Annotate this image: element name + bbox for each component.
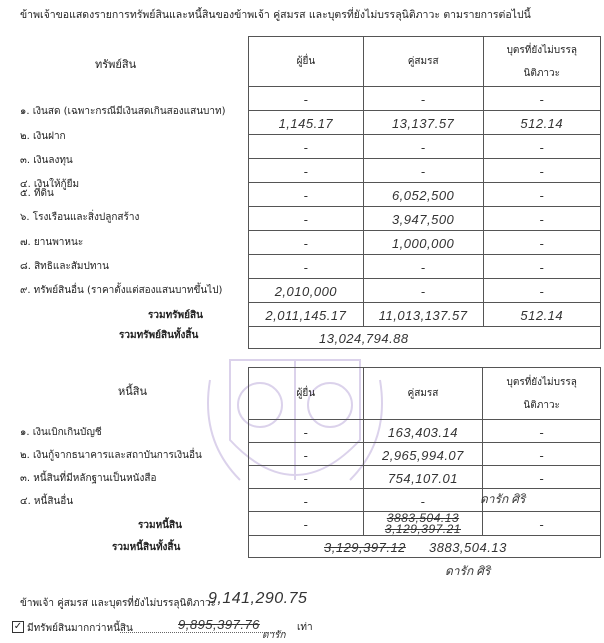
liability-label: ๓. หนี้สินที่มีหลักฐานเป็นหนังสือ [20, 473, 157, 484]
asset-label: ๑. เงินสด (เฉพาะกรณีมีเงินสดเกินสองแสนบาท) [20, 106, 226, 117]
dotted-line [120, 632, 285, 633]
cell-child [483, 420, 601, 443]
value-filer: - [303, 140, 309, 155]
liability-row [249, 489, 601, 512]
value-child: - [539, 470, 545, 486]
cell-filer [249, 466, 364, 489]
correction-initials-2: ดารัก ศิริ [445, 564, 491, 578]
cell-child [483, 466, 601, 489]
liability-total-child: - [539, 517, 545, 532]
checkbox-label: มีทรัพย์สินมากกว่าหนี้สิน [27, 623, 133, 634]
asset-label: ๘. สิทธิและสัมปทาน [20, 261, 109, 272]
asset-grand-total: 13,024,794.88 [319, 331, 409, 346]
asset-label: ๓. เงินลงทุน [20, 155, 73, 166]
value-child: - [539, 212, 545, 227]
unit-label: เท่า [297, 622, 313, 633]
value-spouse: 1,000,000 [391, 236, 455, 251]
cell-filer [249, 443, 364, 466]
asset-row [249, 231, 601, 255]
value-filer: - [303, 447, 309, 463]
cell-filer [249, 255, 364, 279]
cell-filer [249, 489, 364, 512]
value-filer: - [303, 188, 309, 203]
value-spouse: - [420, 284, 426, 299]
cell-spouse [363, 87, 483, 111]
cell-filer [249, 87, 364, 111]
correction-initials: ดารัก ศิริ [480, 492, 526, 506]
asset-total-child: 512.14 [520, 308, 564, 323]
value-child: - [539, 447, 545, 463]
cell-spouse [363, 183, 483, 207]
value-child: - [539, 284, 545, 299]
value-spouse: 3,947,500 [391, 212, 455, 227]
cell-spouse [363, 207, 483, 231]
value-child: - [539, 140, 545, 155]
value-spouse: - [420, 140, 426, 155]
asset-label: ๕. ที่ดิน [20, 188, 54, 199]
value-child: 512.14 [520, 116, 564, 131]
cell-filer [249, 111, 364, 135]
col-spouse: คู่สมรส [363, 37, 483, 87]
cell-spouse [363, 135, 483, 159]
value-spouse: - [420, 493, 426, 509]
cell-filer [249, 183, 364, 207]
value-spouse: 2,965,994.07 [381, 447, 464, 463]
intro-text: ข้าพเจ้าขอแสดงรายการทรัพย์สินและหนี้สินของข้าพเจ้า คู่สมรส และบุตรที่ยังไม่บรรลุนิติภาวะ ตามรายการต่อไปนี้ [20, 9, 531, 21]
cell-spouse [363, 489, 483, 512]
cell-child [483, 135, 600, 159]
cell-child [483, 183, 600, 207]
asset-row [249, 207, 601, 231]
liability-row [249, 466, 601, 489]
asset-label: ๒. เงินฝาก [20, 131, 66, 142]
liability-label: ๑. เงินเบิกเกินบัญชี [20, 427, 102, 438]
asset-label: ๗. ยานพาหนะ [20, 237, 84, 248]
cell-spouse [363, 443, 483, 466]
cell-spouse [363, 466, 483, 489]
cell-spouse [363, 255, 483, 279]
asset-label: ๖. โรงเรือนและสิ่งปลูกสร้าง [20, 212, 140, 223]
liability-grand-total-row [249, 536, 601, 558]
value-filer: - [303, 260, 309, 275]
value-filer: 1,145.17 [278, 116, 334, 131]
asset-row [249, 183, 601, 207]
assets-exceed-checkbox[interactable]: ✓ [13, 621, 23, 632]
summary-value-corrected: 9,141,290.75 [208, 590, 308, 607]
asset-label: ๙. ทรัพย์สินอื่น (ราคาตั้งแต่สองแสนบาทขึ้นไป) [20, 285, 223, 296]
cell-spouse [363, 159, 483, 183]
summary-value-struck: 9,895,397.76 [178, 617, 260, 632]
liability-grand-total-struck: 3,129,397.12 [324, 540, 406, 555]
value-child: - [539, 92, 545, 107]
cell-child [483, 443, 601, 466]
cell-filer [249, 135, 364, 159]
cell-filer [249, 159, 364, 183]
value-spouse: 754,107.01 [387, 470, 458, 486]
col-child [483, 368, 601, 420]
value-filer: - [303, 236, 309, 251]
cell-filer [249, 207, 364, 231]
asset-total-spouse: 11,013,137.57 [378, 308, 468, 323]
col-child-line1: บุตรที่ยังไม่บรรลุ [506, 376, 577, 388]
cell-child [483, 87, 600, 111]
asset-row [249, 87, 601, 111]
liability-grand-total: 3883,504.13 [429, 540, 507, 555]
cell-spouse [363, 420, 483, 443]
value-filer: - [303, 164, 309, 179]
col-filer: ผู้ยื่น [249, 37, 364, 87]
asset-total-filer: 2,011,145.17 [265, 308, 347, 323]
assets-table [248, 36, 601, 349]
value-filer: - [303, 493, 309, 509]
cell-spouse [363, 111, 483, 135]
liability-total-row [249, 512, 601, 536]
liability-label: ๔. หนี้สินอื่น [20, 496, 74, 507]
liability-row [249, 443, 601, 466]
cell-child [483, 159, 600, 183]
cell-spouse [363, 279, 483, 303]
asset-row [249, 159, 601, 183]
cell-child [483, 231, 600, 255]
value-spouse: 163,403.14 [387, 424, 458, 440]
value-filer: 2,010,000 [274, 284, 338, 299]
assets-heading: ทรัพย์สิน [95, 58, 137, 71]
asset-row [249, 279, 601, 303]
value-filer: - [303, 470, 309, 486]
value-child: - [539, 236, 545, 251]
asset-row [249, 135, 601, 159]
liability-total-filer: - [303, 517, 309, 532]
value-spouse: 6,052,500 [391, 188, 455, 203]
value-child: - [539, 260, 545, 275]
value-child: - [539, 188, 545, 203]
cell-spouse [363, 231, 483, 255]
col-spouse: คู่สมรส [363, 368, 483, 420]
cell-filer [249, 231, 364, 255]
asset-grand-total-label: รวมทรัพย์สินทั้งสิ้น [119, 330, 199, 341]
asset-row [249, 255, 601, 279]
liabilities-table [248, 367, 601, 558]
liabilities-header-row [249, 368, 601, 420]
asset-total-label: รวมทรัพย์สิน [148, 310, 203, 321]
liability-label: ๒. เงินกู้จากธนาคารและสถาบันการเงินอื่น [20, 450, 202, 461]
value-spouse: - [420, 164, 426, 179]
cell-filer [249, 420, 364, 443]
col-child-line2: นิติภาวะ [523, 399, 560, 411]
summary-initials: ดารัก [262, 630, 286, 641]
value-filer: - [303, 424, 309, 440]
cell-child [483, 255, 600, 279]
value-filer: - [303, 212, 309, 227]
value-child: - [539, 424, 545, 440]
assets-header-row [249, 37, 601, 87]
col-child-line2: นิติภาวะ [523, 67, 561, 79]
value-spouse: - [420, 260, 426, 275]
cell-filer [249, 279, 364, 303]
summary-line: ข้าพเจ้า คู่สมรส และบุตรที่ยังไม่บรรลุนิติภาวะ [20, 598, 217, 609]
cell-child [483, 207, 600, 231]
liabilities-heading: หนี้สิน [118, 385, 148, 398]
asset-row [249, 111, 601, 135]
asset-label: ๔. เงินให้กู้ยืม [20, 179, 80, 190]
value-spouse: - [420, 92, 426, 107]
liability-total-label: รวมหนี้สิน [138, 520, 182, 531]
cell-child [483, 111, 600, 135]
liability-total-spouse-struck: 3,129,397.21 [384, 521, 461, 536]
value-child: - [539, 164, 545, 179]
col-filer: ผู้ยื่น [249, 368, 364, 420]
liability-grand-total-label: รวมหนี้สินทั้งสิ้น [112, 542, 181, 553]
liability-total-spouse-corrected: 3883,504.13 [386, 510, 460, 525]
liability-row [249, 420, 601, 443]
col-child [483, 37, 600, 87]
col-child-line1: บุตรที่ยังไม่บรรลุ [506, 44, 577, 56]
value-filer: - [303, 92, 309, 107]
cell-child [483, 279, 600, 303]
value-spouse: 13,137.57 [391, 116, 455, 131]
